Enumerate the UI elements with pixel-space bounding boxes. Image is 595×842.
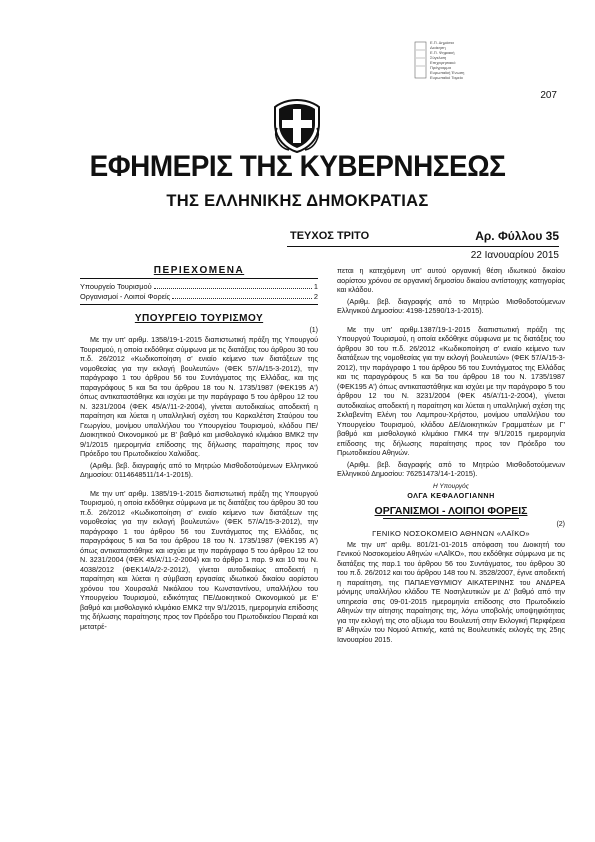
page-number: 207 [540,90,557,101]
toc-item[interactable] [80,292,318,302]
program-logo-stamp [414,40,465,80]
left-column [80,266,318,633]
decision-note: (Αριθμ. βεβ. διαγραφής από το Μητρώο Μισθοδοτούμενων Ελληνικού Δημοσίου: 4198-12590/13-1-2015). [337,296,565,315]
organization-name: ΓΕΝΙΚΟ ΝΟΣΟΚΟΜΕΙΟ ΑΘΗΝΩΝ «ΛΑΪΚΟ» [372,529,530,538]
gazette-title: ΕΦΗΜΕΡΙΣ ΤΗΣ ΚΥΒΕΡΝΗΣΕΩΣ [89,150,506,183]
right-column [337,266,565,646]
stamp-line: Σύγκλιση [430,55,447,60]
document-number: (2) [556,521,565,528]
greek-coat-of-arms-icon [271,98,323,154]
section-title-ministry: ΥΠΟΥΡΓΕΙΟ ΤΟΥΡΙΣΜΟΥ [134,312,264,324]
gazette-subtitle: ΤΗΣ ΕΛΛΗΝΙΚΗΣ ΔΗΜΟΚΡΑΤΙΑΣ [166,192,429,210]
decision-paragraph: Με την υπ' αριθμ. 1385/19-1-2015 διαπιστωτική πράξη της Υπουργού Τουρισμού, η οποία εκδόθηκε σύμφωνα με τις διατάξεις του άρθρου 30 του π.δ. 26/2012 «Κωδικοποίηση σ' ενιαίο κείμενο των διατάξεων της νομοθεσίας για την εκλογή βουλευτών» (ΦΕΚ 57/Α/15-3-2012), την παράγραφο 1 του άρθρου 56 του Συντάγματος της Ελλάδας, τις παραγράφους 5 και 5α του άρθρου 18 του Ν. 1735/1987 (ΦΕΚ195 Α') όπως αντικαταστάθηκε και ισχύει με την παράγραφο 5 του άρθρου 12 του Ν. 3231/2004 (ΦΕΚ 45/Α'/11-2-2004) και το άρθρο 1 παρ. 9 και 10 του Ν. 4038/2012 (ΦΕΚ14/Α/2-2-2012), γίνεται αυτοδικαίως αποδεκτή η παραίτηση και λύεται η σύμβαση εργασίας ιδιωτικού δικαίου αορίστου χρόνου του Χουρσαλά Νικόλαου του Κωνσταντίνου, υπαλλήλου του Υπουργείου Τουρισμού, ειδικότητας ΠΕ/Διοικητικού Οικονομικού με Ε' βαθμό και μισθολογικό κλιμάκιο ΕΜΚ2 την 9/1/2015, ημερομηνία επίδοσης της δήλωσης παραίτησης προς τον Πρόεδρο του Πρωτοδικείου Πειραιά και μετατρέ- [80,488,318,631]
toc-item[interactable] [80,282,318,292]
toc-title: ΠΕΡΙΕΧΟΜΕΝΑ [153,265,245,276]
decision-paragraph: Με την υπ' αριθμ.1387/19-1-2015 διαπιστωτική πράξη της Υπουργού Τουρισμού, η οποία εκδόθηκε σύμφωνα με τις διατάξεις του άρθρου 30 του π.δ. 26/2012 «Κωδικοποίηση σ' ενιαίο κείμενο των διατάξεων της νομοθεσίας για την εκλογή βουλευτών» (ΦΕΚ 57/Α/15-3-2012), την παράγραφο 1 του άρθρου 56 του Συντάγματος της Ελλάδας και τις παραγράφους 5 και 5α του άρθρου 18 του Ν. 1735/1987 (ΦΕΚ195 Α') όπως αντικαταστάθηκε και ισχύει με την παράγραφο 5 του άρθρου 12 του Ν. 3231/2004 (ΦΕΚ 45/Α'/11-2-2004), γίνεται αυτοδικαίως αποδεκτή η παραίτηση και λύεται η υπαλληλική σχέση της Σκλαβενίτη Ελένη του Λαμπρου-Χρήστου, μονίμου υπαλλήλου του Υπουργείου Τουρισμού, κλάδου ΔΕ/Διοικητικών Γραμματέων με Γ' βαθμό και μισθολογικό κλιμάκιο ΓΜΚ4 την 9/1/2015 ημερομηνία επίδοσης της δήλωσης παραίτησης προς τον Πρόεδρο του Πρωτοδικείου Αθηνών. [337,324,565,457]
stamp-line: Ε.Π. Δημόσια [430,40,454,45]
toc-item-label: Υπουργείο Τουρισμού [80,281,152,291]
stamp-line: Διοίκηση [430,45,446,50]
decision-note: (Αριθμ. βεβ. διαγραφής από το Μητρώο Μισθοδοτούμενων Ελληνικού Δημοσίου: 76251473/14-1-2015). [337,459,565,478]
issue-date: 22 Ιανουαρίου 2015 [470,250,559,261]
section-divider [383,518,520,519]
decision-paragraph-continued: πεται η κατεχόμενη υπ' αυτού οργανική θέση ιδιωτικού δικαίου αορίστου χρόνου σε οργανική δημοσίου δικαίου αντίστοιχης κατηγορίας και κλάδου. [337,266,565,294]
decision-paragraph: Με την υπ' αριθμ. 1358/19-1-2015 διαπιστωτική πράξη της Υπουργού Τουρισμού, η οποία εκδόθηκε σύμφωνα με τις διατάξεις του άρθρου 30 του π.δ. 26/2012 «Κωδικοποίηση σ' ενιαίο κείμενο των διατάξεων της νομοθεσίας για την εκλογή βουλευτών» (ΦΕΚ 57/Α/15-3-2012), την παράγραφο 1 του άρθρου 56 του Συντάγματος της Ελλάδας, και της παραγράφους 5 και 5α του άρθρου 18 του Ν. 1735/1987 (ΦΕΚ195 Α') όπως αντικαταστάθηκε και ισχύει με την παράγραφο 5 του άρθρου 12 του Ν. 3231/2004 (ΦΕΚ 45/Α'/11-2-2004), γίνεται αυτοδικαίως αποδεκτή η παραίτηση και λύεται η υπαλληλική σχέση του Καρκαλέτση Σταύρου του Γεωργίου, μονίμου υπαλλήλου του Υπουργείου Τουρισμού, κλάδου ΠΕ/Διοικητικού Οικονομικού με Β' βαθμό και μισθολογικό κλιμάκιο ΒΜΚ2 την 9/1/2015 ημερομηνία επίδοσης της δήλωσης παραίτησης προς τον Πρόεδρο του Πρωτοδικείου Χαλκίδας. [80,335,318,458]
toc-item-page: 2 [313,291,318,301]
section-title-organizations: ΟΡΓΑΝΙΣΜΟΙ - ΛΟΙΠΟΙ ΦΟΡΕΙΣ [374,504,528,517]
toc-item-page: 1 [313,281,318,291]
stamp-line: Ε.Π. Ψηφιακή [430,50,455,55]
stamp-line: Ευρωπαϊκό Ταμείο [430,75,463,80]
issue-type: ΤΕΥΧΟΣ ΤΡΙΤΟ [290,230,370,242]
decision-paragraph: Με την υπ' αριθμ. 801/21-01-2015 απόφαση του Διοικητή του Γενικού Νοσοκομείου Αθηνών «ΛΑΪΚΟ», που εκδόθηκε σύμφωνα με τις διατάξεις της παρ.1 του άρθρου 56 του Συντάγματος, του άρθρου 30 του π.δ. 26/2012 και του άρθρου 148 του Ν. 3528/2007, έγινε αποδεκτή η παραίτηση, της ΠΑΠΑΕΥΘΥΜΙΟΥ ΑΙΚΑΤΕΡΙΝΗΣ του ΑΝΔΡΕΑ μόνιμης υπαλλήλου κλάδου ΤΕ Νοσηλευτικών με Δ' βαθμό από την υπηρεσία στις 09-01-2015 ημερομηνία επίδοσης στο Πρωτοδικείο Αθηνών την αίτησης παραίτησης της, λόγω υποβολής υποψηφιότητας για την εκλογή της στο αξίωμα του Βουλευτή στην Εκλογική Περιφέρεια Β' Αθηνών του Νομού Αττικής, κατά τις Βουλευτικές εκλογές της 25ης Ιανουαρίου 2015. [337,539,565,644]
stamp-line: Επιχειρησιακό [430,60,456,65]
issue-divider [287,246,559,247]
toc-divider [80,278,318,279]
document-number: (1) [309,327,318,334]
stamp-line: Πρόγραμμα [430,65,451,70]
signer-label: Η Υπουργός [433,482,469,490]
stamp-stripe-icon [414,40,428,80]
toc-dot-leader [154,282,312,289]
stamp-line: Ευρωπαϊκή Ένωση [430,70,465,75]
toc-item-label: Οργανισμοί - Λοιποί Φορείς [80,291,171,301]
signer-name: ΟΛΓΑ ΚΕΦΑΛΟΓΙΑΝΝΗ [407,491,495,500]
decision-note: (Αριθμ. βεβ. διαγραφής από το Μητρώο Μισθοδοτούμενων Ελληνικού Δημοσίου: 0114648511/14-1-2015). [80,460,318,479]
toc-divider [80,304,318,305]
toc-dot-leader [172,292,312,299]
sheet-number: Αρ. Φύλλου 35 [475,229,559,243]
